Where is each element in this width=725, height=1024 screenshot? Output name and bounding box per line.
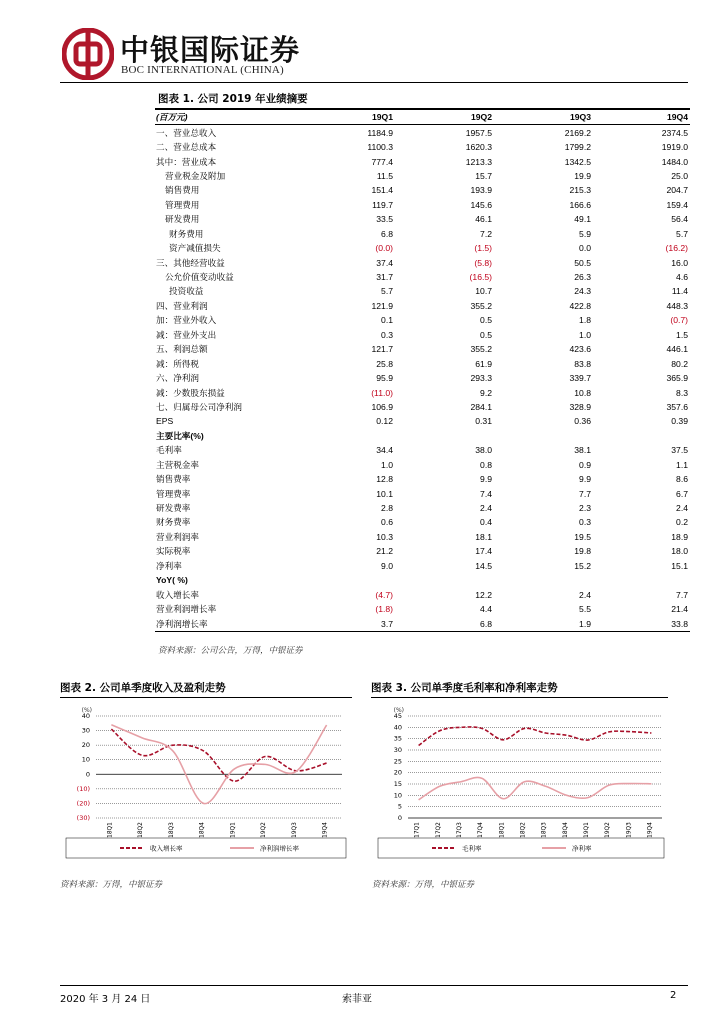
row-value: 1.1 [676,459,688,470]
row-value: 21.2 [376,546,393,557]
row-value: 31.7 [376,272,393,283]
row-value: 3.7 [295,616,395,631]
row-value: (1.8) [375,604,393,615]
row-value: 33.8 [593,616,690,631]
row-value: (0.0) [375,243,393,254]
header-divider [60,82,688,83]
x-tick-label: 19Q3 [626,822,633,838]
row-value: 1799.2 [564,142,591,153]
table-row [155,227,690,241]
table-row [155,544,690,558]
row-label: 销售费率 [156,474,191,485]
row-value: 4.4 [480,604,492,615]
table-row [155,472,690,486]
row-value: 1484.0 [661,156,688,167]
row-value: 10.8 [574,387,591,398]
row-label: 收入增长率 [156,589,199,600]
table-row [155,616,690,631]
legend-label: 毛利率 [462,844,482,853]
row-value: 0.12 [376,416,393,427]
table-row [155,140,690,154]
row-value: 215.3 [569,185,591,196]
row-value: 1342.5 [564,156,591,167]
row-value: 61.9 [475,358,492,369]
x-tick-label: 18Q4 [199,822,206,838]
table-row [155,183,690,197]
table-row [155,255,690,269]
row-value: 9.2 [480,387,492,398]
y-tick-label: 0 [397,814,402,822]
row-value: 19.9 [574,170,591,181]
row-value: 83.8 [574,358,591,369]
row-value: 7.4 [480,488,492,499]
row-value: 18.0 [671,546,688,557]
row-value: 8.3 [676,387,688,398]
x-tick-label: 17Q3 [456,822,463,838]
table-row [155,198,690,212]
x-tick-label: 19Q2 [605,822,612,838]
row-value: 1.9 [494,616,593,631]
y-tick-label: 0 [85,770,90,779]
y-tick-label: 40 [393,723,402,732]
page-number: 2 [670,990,677,1001]
row-value: (5.8) [474,257,492,268]
row-label: 营业利润增长率 [156,604,217,615]
row-label: 营业税金及附加 [165,170,226,181]
table-row [155,530,690,544]
row-value: 159.4 [666,199,688,210]
y-tick-label: 20 [81,741,90,750]
row-value: 0.4 [480,517,492,528]
table-column-header: 19Q3 [494,109,593,125]
y-tick-label: 30 [81,726,90,735]
y-tick-label: 25 [393,757,402,766]
footer-company: 索菲亚 [342,994,372,1005]
row-label: 减：少数股东损益 [156,387,225,398]
row-value: 293.3 [470,373,492,384]
y-tick-label: 35 [393,734,402,743]
table-row [155,356,690,370]
table-unit-header: (百万元) [155,109,295,125]
row-value: 6.8 [381,228,393,239]
row-value: 204.7 [666,185,688,196]
row-value: 18.1 [475,531,492,542]
row-value: 37.4 [376,257,393,268]
y-tick-label: 20 [393,768,402,777]
row-value: 2.3 [579,503,591,514]
row-value: 0.31 [475,416,492,427]
row-value: 5.5 [579,604,591,615]
legend-label: 净利润增长率 [260,844,299,853]
row-value: 9.9 [579,474,591,485]
brand-name-en: BOC INTERNATIONAL (CHINA) [121,64,284,76]
row-value: 1620.3 [465,142,492,153]
row-value: 18.9 [671,531,688,542]
row-value: 422.8 [569,300,591,311]
y-axis-unit-label: (%) [81,707,92,714]
row-value: 25.0 [671,170,688,181]
row-value: 10.3 [376,531,393,542]
row-value: 121.9 [371,300,393,311]
row-value: 5.7 [676,228,688,239]
row-value: 4.6 [676,272,688,283]
table-row [155,342,690,356]
chart2-revenue-profit-growth [60,700,352,870]
chart3-divider [371,697,668,698]
table-column-header: 19Q2 [395,109,494,125]
row-value: 50.5 [574,257,591,268]
x-tick-label: 18Q1 [499,822,506,838]
row-value: 34.4 [376,445,393,456]
row-value: 8.6 [676,474,688,485]
table-row [155,486,690,500]
row-value: 166.6 [569,199,591,210]
y-axis-unit-label: (%) [393,707,404,714]
row-label: 资产减值损失 [169,243,221,254]
row-value: 339.7 [569,373,591,384]
legend-box [378,838,664,858]
row-label: 财务费率 [156,517,191,528]
row-value: 6.8 [395,616,494,631]
row-value: 9.0 [381,560,393,571]
row-label: 营业利润率 [156,531,199,542]
table-row [155,414,690,428]
row-value: 19.5 [574,531,591,542]
row-value: 2.8 [381,503,393,514]
row-value: 446.1 [666,344,688,355]
chart2-source: 资料来源：万得，中银证券 [60,880,163,890]
row-value: 11.4 [671,286,688,297]
row-label: 主要比率(%) [156,430,204,441]
row-value: 2169.2 [564,127,591,138]
row-value [295,573,395,587]
row-value: 1.0 [381,459,393,470]
table-row [155,154,690,168]
row-value: 2.4 [480,503,492,514]
x-tick-label: 17Q4 [478,822,485,838]
row-value [593,429,690,443]
row-label: 减：营业外支出 [156,329,217,340]
row-value: 6.7 [676,488,688,499]
row-value: 0.9 [579,459,591,470]
series-line-0 [419,727,652,746]
row-value: (0.7) [670,315,688,326]
footer-divider [60,985,688,986]
row-value: 423.6 [569,344,591,355]
x-tick-label: 18Q2 [138,822,145,838]
row-value: (1.5) [474,243,492,254]
row-value: 355.2 [470,344,492,355]
x-tick-label: 19Q4 [322,822,329,838]
row-value: 21.4 [671,604,688,615]
row-value: 11.5 [376,170,393,181]
row-value: 37.5 [671,445,688,456]
row-value: 0.3 [579,517,591,528]
table-row [155,429,690,443]
row-label: 管理费率 [156,488,191,499]
table-row [155,299,690,313]
row-label: 二、营业总成本 [156,142,217,153]
row-value: 357.6 [666,401,688,412]
row-value: 0.0 [579,243,591,254]
row-label: 减：所得税 [156,358,199,369]
row-value: 284.1 [470,401,492,412]
row-value: 5.9 [579,228,591,239]
row-label: 六、净利润 [156,373,199,384]
row-value: 119.7 [372,199,393,210]
row-label: YoY( %) [156,575,188,586]
row-value: 145.6 [470,199,492,210]
x-tick-label: 19Q1 [583,822,590,838]
table-column-header: 19Q4 [593,109,690,125]
row-value: 17.4 [475,546,492,557]
row-value: (16.5) [469,272,492,283]
row-value: 19.8 [574,546,591,557]
row-value: 1184.9 [367,127,393,138]
row-value [395,429,494,443]
chart3-source: 资料来源：万得，中银证券 [372,880,475,890]
row-value: 0.6 [381,517,393,528]
y-tick-label: (10) [76,784,90,793]
x-tick-label: 18Q3 [541,822,548,838]
row-value: 15.7 [475,170,492,181]
row-label: 主营税金率 [156,459,199,470]
row-value: 0.5 [480,315,492,326]
row-value: 0.2 [676,517,688,528]
row-label: 五、利润总额 [156,344,208,355]
row-value: 2374.5 [661,127,688,138]
row-value: 16.0 [671,257,688,268]
table-row [155,559,690,573]
table-row [155,371,690,385]
x-tick-label: 18Q2 [520,822,527,838]
row-value: 0.8 [480,459,492,470]
row-value: 2.4 [676,503,688,514]
table-row [155,515,690,529]
legend-label: 收入增长率 [150,844,183,853]
table-row [155,400,690,414]
legend-box [66,838,346,858]
row-label: 研发费率 [156,503,191,514]
table-title: 图表 1. 公司 2019 年业绩摘要 [158,93,308,105]
row-label: 七、归属母公司净利润 [156,401,242,412]
y-tick-label: (30) [76,814,90,822]
row-label: 一、营业总收入 [156,127,217,138]
row-label: 其中：营业成本 [156,156,217,167]
table-row [155,587,690,601]
y-tick-label: 40 [81,712,90,720]
table-row [155,573,690,587]
chart2-divider [60,697,352,698]
table-row [155,241,690,255]
row-value: 328.9 [569,401,591,412]
table-row [155,313,690,327]
footer-date: 2020 年 3 月 24 日 [60,994,151,1005]
row-value: 9.9 [480,474,492,485]
row-value: 38.1 [574,445,591,456]
row-label: 实际税率 [156,546,191,557]
row-value: 80.2 [671,358,688,369]
row-value: 777.4 [371,156,393,167]
y-tick-label: 10 [81,755,90,764]
row-value: (4.7) [375,589,393,600]
row-label: 销售费用 [165,185,200,196]
earnings-table [155,108,690,632]
row-value: 1.0 [579,329,591,340]
y-tick-label: 10 [393,791,402,800]
y-tick-label: 30 [393,746,402,754]
series-line-1 [419,777,652,799]
table-row [155,385,690,399]
row-value: 355.2 [470,300,492,311]
row-value [494,573,593,587]
table-column-header: 19Q1 [295,109,395,125]
table-row [155,458,690,472]
legend-label: 净利率 [572,844,592,853]
row-value: 0.36 [574,416,591,427]
row-value: 95.9 [376,373,393,384]
y-tick-label: 15 [393,780,402,788]
row-value: 193.9 [470,185,492,196]
row-value: 38.0 [475,445,492,456]
row-value: 0.3 [381,329,393,340]
row-value: 14.5 [475,560,492,571]
row-value: 33.5 [376,214,393,225]
series-line-0 [111,729,326,781]
table-row [155,602,690,616]
row-label: 加：营业外收入 [156,315,217,326]
row-label: 公允价值变动收益 [165,272,234,283]
row-value: 49.1 [574,214,591,225]
row-value: 46.1 [475,214,492,225]
row-value: 151.4 [371,185,393,196]
brand-name-cn: 中银国际证券 [120,33,301,67]
row-value: 121.7 [371,344,393,355]
row-value [295,429,395,443]
table-row [155,443,690,457]
row-value: 25.8 [376,358,393,369]
row-value: 15.1 [671,560,688,571]
x-tick-label: 18Q3 [168,822,175,838]
row-label: 财务费用 [169,228,204,239]
row-value [494,429,593,443]
row-value: 1100.3 [367,142,393,153]
row-value: 448.3 [666,300,688,311]
boc-logo-icon [62,28,114,80]
row-value: 1.8 [579,315,591,326]
row-label: 净利率 [156,560,182,571]
row-label: 四、营业利润 [156,300,208,311]
row-label: 研发费用 [165,214,200,225]
x-tick-label: 19Q2 [261,822,268,838]
row-value: 2.4 [579,589,591,600]
table-row [155,212,690,226]
row-label: 毛利率 [156,445,182,456]
row-label: 三、其他经营收益 [156,257,225,268]
table-row [155,284,690,298]
row-value: 1957.5 [465,127,492,138]
row-value: 7.7 [579,488,591,499]
x-tick-label: 17Q2 [435,822,442,838]
row-value [395,573,494,587]
y-tick-label: 45 [393,712,402,720]
row-value: 106.9 [371,401,393,412]
y-tick-label: (20) [76,799,90,808]
chart3-margin-trend [372,700,670,870]
table-row [155,125,690,140]
row-value: 24.3 [574,286,591,297]
row-value: 365.9 [666,373,688,384]
chart3-title: 图表 3. 公司单季度毛利率和净利率走势 [371,682,558,694]
row-value: (16.2) [665,243,688,254]
row-value: 0.39 [671,416,688,427]
row-value: 0.1 [381,315,393,326]
row-value: 1213.3 [465,156,492,167]
row-value: 7.7 [676,589,688,600]
row-value: 26.3 [574,272,591,283]
row-value: 10.7 [475,286,492,297]
row-value: 5.7 [381,286,393,297]
x-tick-label: 19Q1 [230,822,237,838]
table-row [155,328,690,342]
x-tick-label: 18Q4 [562,822,569,838]
row-label: EPS [156,416,174,427]
row-value: 12.8 [376,474,393,485]
table-row [155,169,690,183]
table-row [155,501,690,515]
row-value: 15.2 [574,560,591,571]
row-value: 1919.0 [661,142,688,153]
table-row [155,270,690,284]
row-label: 管理费用 [165,199,200,210]
x-tick-label: 19Q3 [291,822,298,838]
row-value: 12.2 [475,589,492,600]
row-value: 1.5 [676,329,688,340]
x-tick-label: 18Q1 [107,822,114,838]
row-label: 投资收益 [169,286,204,297]
x-tick-label: 17Q1 [414,822,421,838]
table-source: 资料来源：公司公告，万得，中银证券 [158,646,303,656]
row-value [593,573,690,587]
x-tick-label: 19Q4 [647,822,654,838]
row-value: 7.2 [480,228,492,239]
series-line-1 [111,725,326,804]
row-value: 56.4 [671,214,688,225]
row-value: (11.0) [371,387,393,398]
chart2-title: 图表 2. 公司单季度收入及盈利走势 [60,682,226,694]
row-label: 净利润增长率 [155,616,295,631]
row-value: 10.1 [376,488,393,499]
y-tick-label: 5 [397,802,402,811]
row-value: 0.5 [480,329,492,340]
